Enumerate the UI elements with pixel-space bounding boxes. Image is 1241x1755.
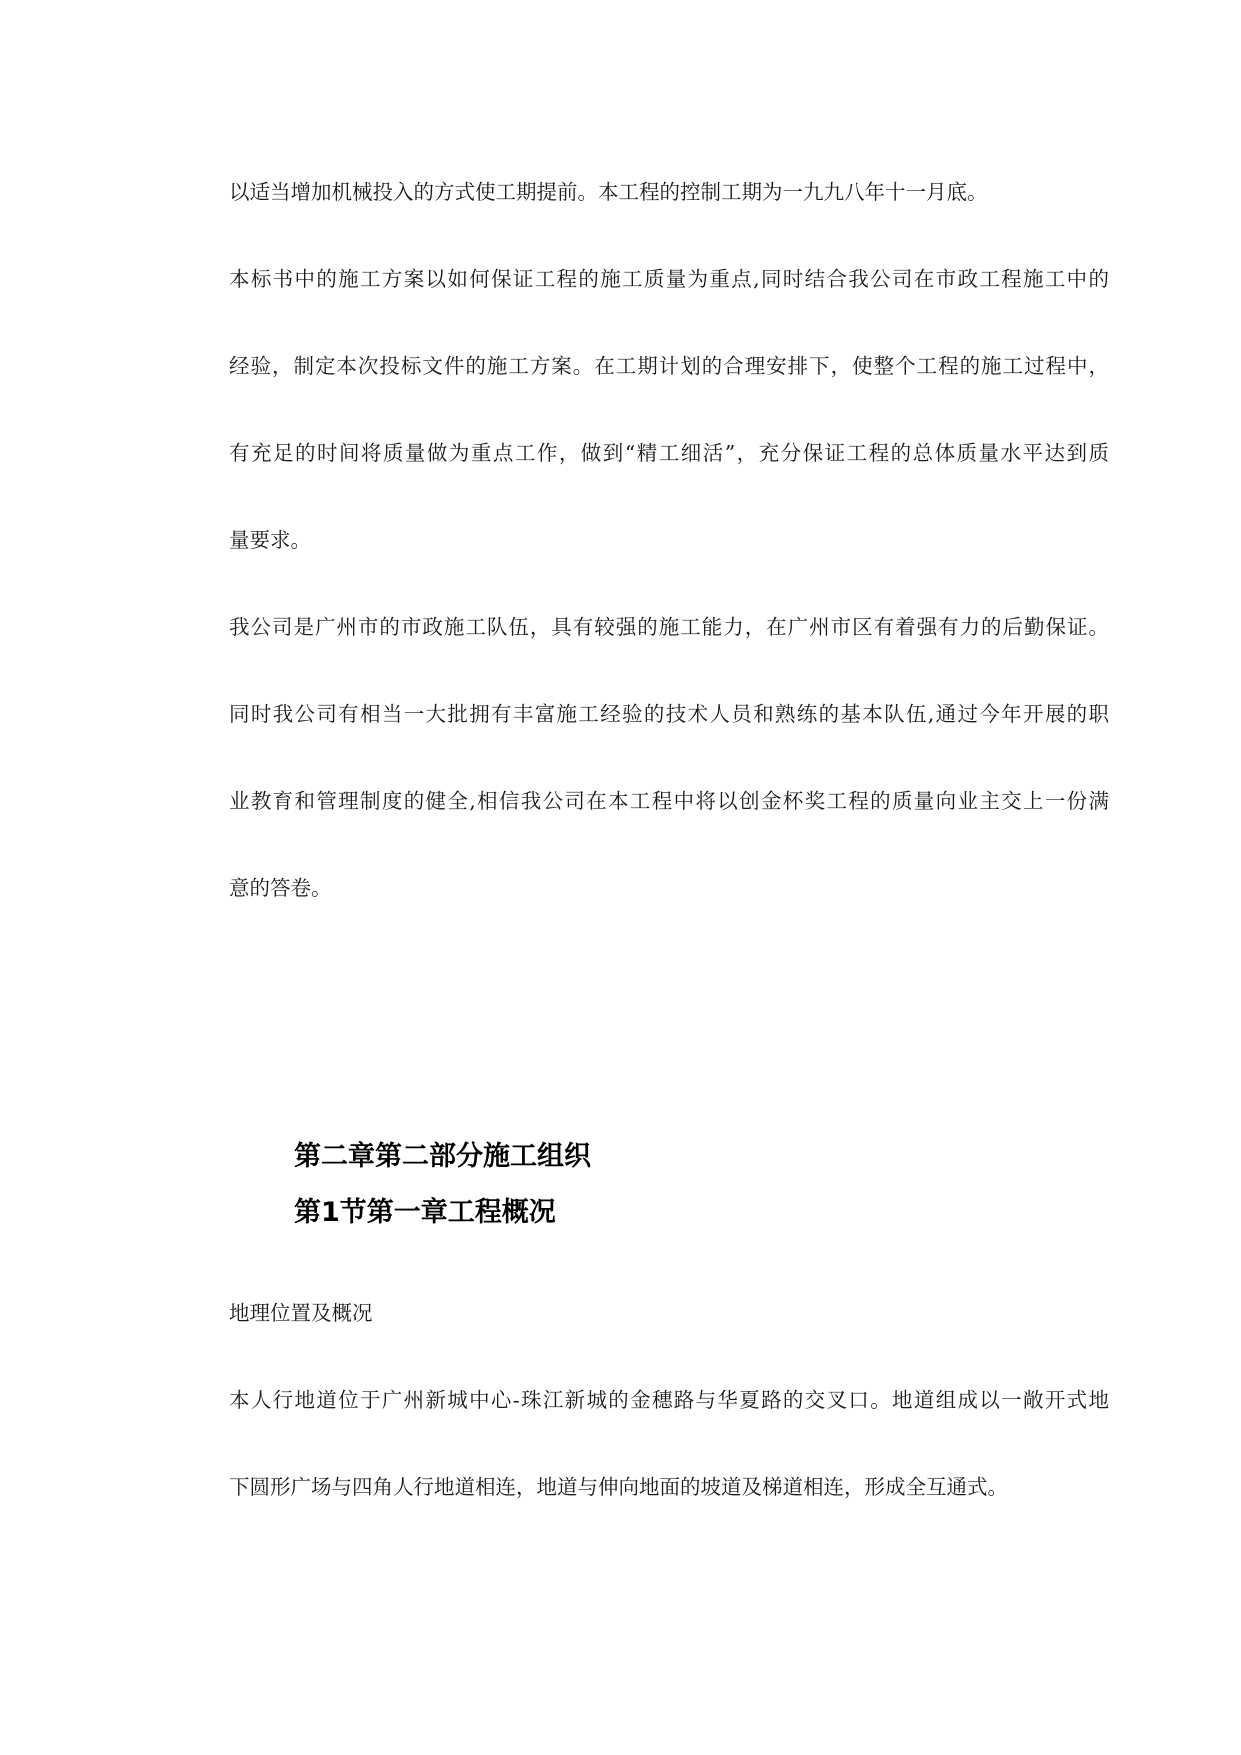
paragraph-3-line-1: 我公司是广州市的市政施工队伍，具有较强的施工能力，在广州市区有着强有力的后勤保证。 [229, 615, 1109, 639]
paragraph-2-line-2: 经验，制定本次投标文件的施工方案。在工期计划的合理安排下，使整个工程的施工过程中， [229, 354, 1109, 378]
paragraph-2-line-1: 本标书中的施工方案以如何保证工程的施工质量为重点,同时结合我公司在市政工程施工中的 [229, 267, 1109, 291]
paragraph-4-line-1: 本人行地道位于广州新城中心-珠江新城的金穗路与华夏路的交叉口。地道组成以一敞开式地 [229, 1388, 1109, 1412]
paragraph-3-line-2: 同时我公司有相当一大批拥有丰富施工经验的技术人员和熟练的基本队伍,通过今年开展的职 [229, 702, 1109, 726]
chapter-heading: 第二章第二部分施工组织 [294, 1141, 591, 1172]
paragraph-1-line-1: 以适当增加机械投入的方式使工期提前。本工程的控制工期为一九九八年十一月底。 [229, 180, 988, 204]
paragraph-2-line-3: 有充足的时间将质量做为重点工作，做到“精工细活”，充分保证工程的总体质量水平达到质 [229, 441, 1109, 465]
paragraph-2-line-4: 量要求。 [229, 528, 311, 552]
paragraph-3-line-4: 意的答卷。 [229, 876, 332, 900]
subheading: 地理位置及概况 [229, 1301, 373, 1325]
paragraph-4-line-2: 下圆形广场与四角人行地道相连，地道与伸向地面的坡道及梯道相连，形成全互通式。 [229, 1475, 1008, 1499]
paragraph-3-line-3: 业教育和管理制度的健全,相信我公司在本工程中将以创金杯奖工程的质量向业主交上一份满 [229, 789, 1109, 813]
section-heading: 第1节第一章工程概况 [294, 1197, 556, 1228]
